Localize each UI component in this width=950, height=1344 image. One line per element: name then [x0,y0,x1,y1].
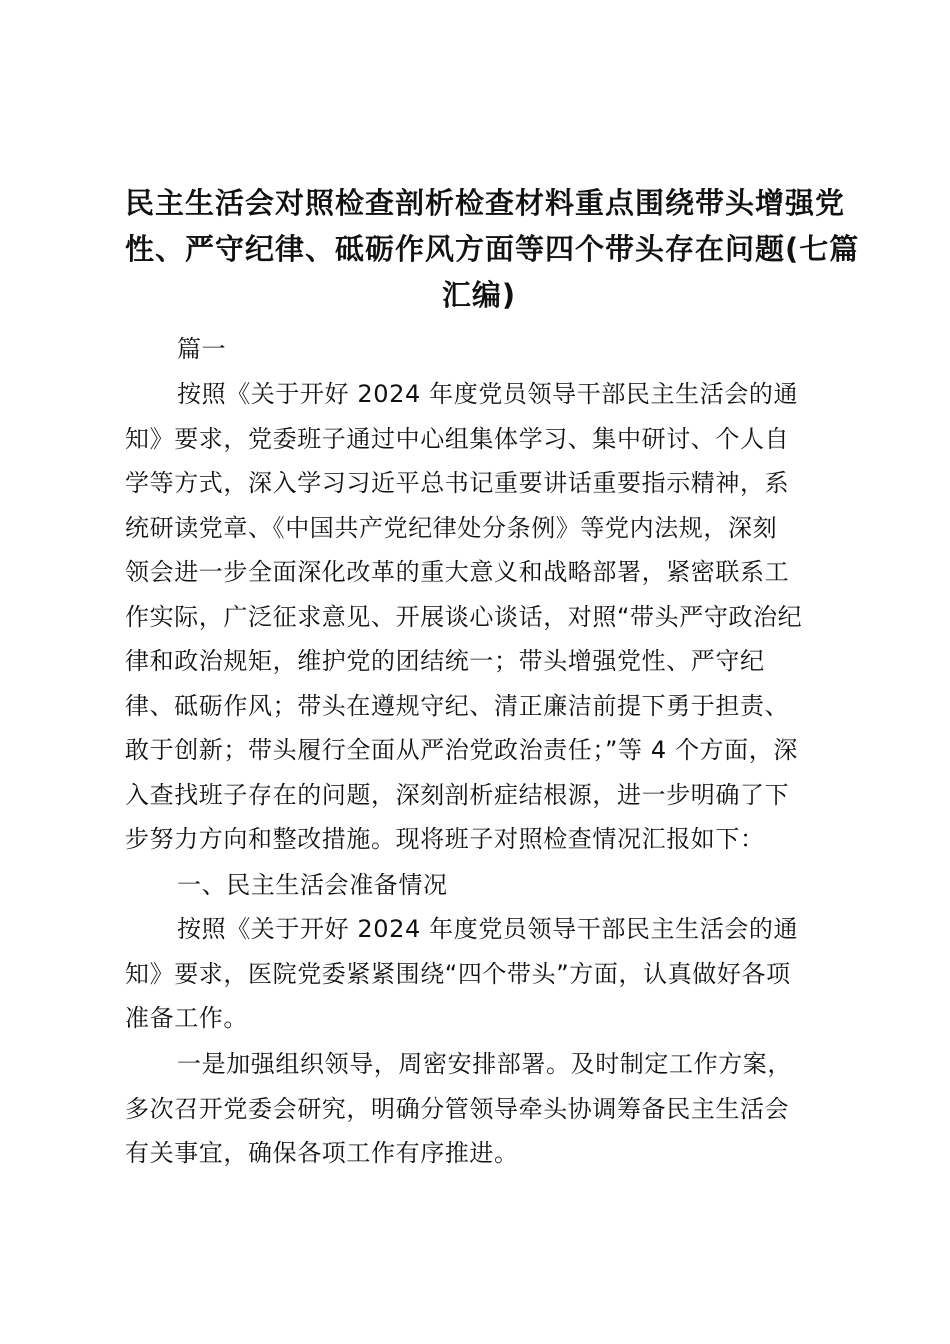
section-heading-preparation [125,863,830,908]
text-line: 一、民主生活会准备情况 [177,871,448,899]
text-line: 统研读党章、《中国共产党纪律处分条例》等党内法规，深刻 [125,513,778,542]
title-line: 民主生活会对照检查剖析检查材料重点围绕带头增强党 [125,186,846,220]
text-line: 篇一 [177,335,227,363]
title-line: 汇编) [441,278,517,312]
paragraph-intro [125,372,830,862]
text-line: 准备工作。 [125,1004,248,1032]
document-title [125,180,860,318]
text-line: 入查找班子存在的问题，深刻剖析症结根源，进一步明确了下 [125,780,790,809]
title-line: 性、严守纪律、砥砺作风方面等四个带头存在问题(七篇 [125,232,860,266]
text-line: 领会进一步全面深化改革的重大意义和战略部署，紧密联系工 [125,558,790,586]
text-line: 敢于创新；带头履行全面从严治党政治责任；”等 4 个方面，深 [125,736,798,764]
section-heading-pian-yi [125,327,830,372]
text-line: 律、砥砺作风；带头在遵规守纪、清正廉洁前提下勇于担责、 [125,691,790,720]
text-line: 一是加强组织领导，周密安排部署。及时制定工作方案， [177,1050,792,1078]
text-line: 有关事宜，确保各项工作有序推进。 [125,1139,519,1167]
text-line: 多次召开党委会研究，明确分管领导牵头协调筹备民主生活会 [125,1094,790,1123]
paragraph-organization [125,1042,830,1176]
text-line: 按照《关于开好 2024 年度党员领导干部民主生活会的通 [177,915,799,943]
text-line: 作实际，广泛征求意见、开展谈心谈话，对照“带头严守政治纪 [125,602,803,631]
paragraph-preparation [125,907,830,1041]
text-line: 按照《关于开好 2024 年度党员领导干部民主生活会的通 [177,380,799,408]
text-line: 学等方式，深入学习习近平总书记重要讲话重要指示精神，系 [125,469,790,497]
text-line: 律和政治规矩，维护党的团结统一；带头增强党性、严守纪 [125,647,765,675]
text-line: 步努力方向和整改措施。现将班子对照检查情况汇报如下： [125,825,765,853]
text-line: 知》要求，党委班子通过中心组集体学习、集中研讨、个人自 [125,424,790,453]
text-line: 知》要求，医院党委紧紧围绕“四个带头”方面，认真做好各项 [125,959,791,988]
